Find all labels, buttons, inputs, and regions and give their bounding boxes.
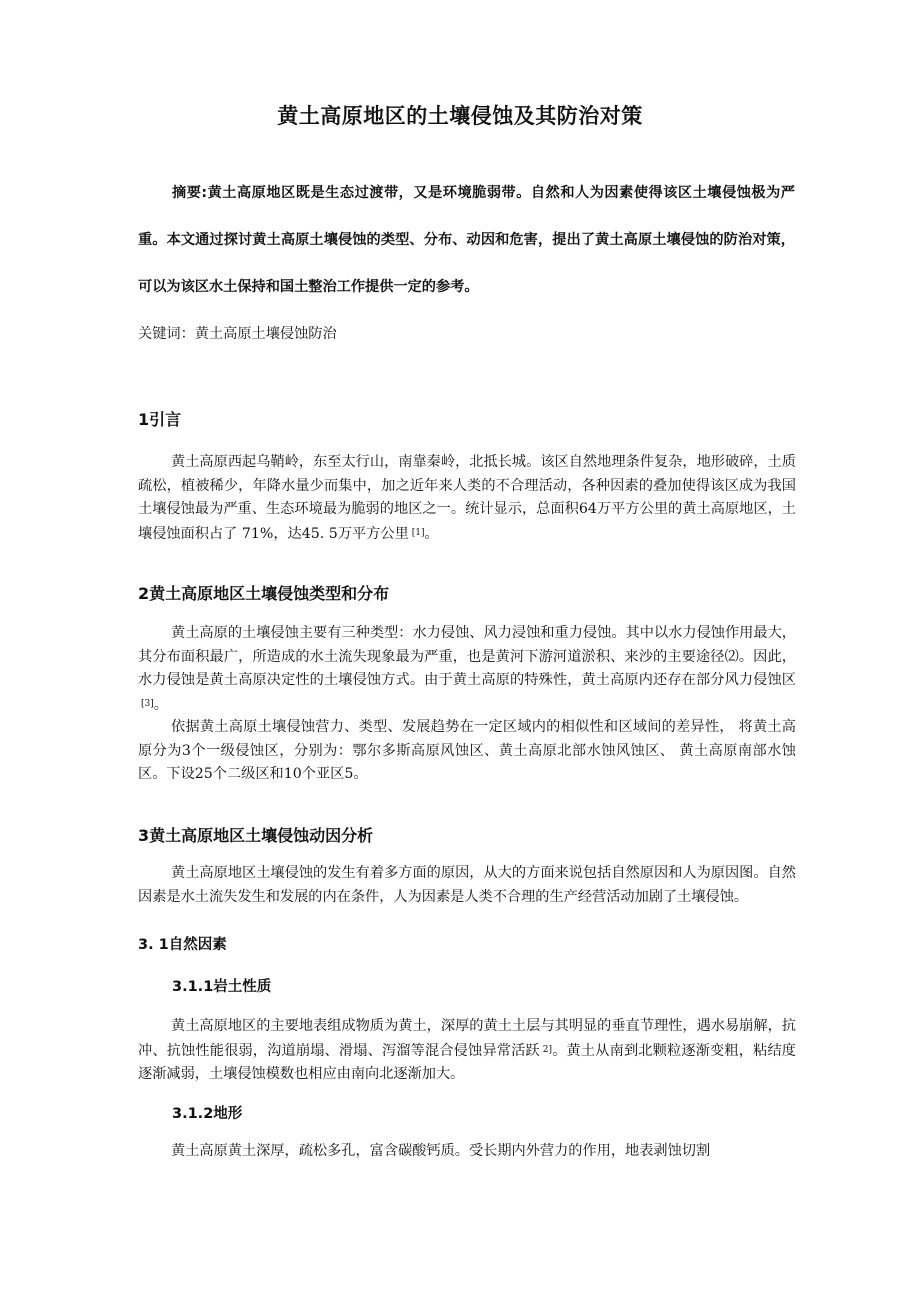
keywords [138,323,795,345]
citation: [1] [411,527,425,538]
paragraph-text: 黄土高原的土壤侵蚀主要有三种类型：水力侵蚀、风力浸蚀和重力侵蚀。其中以水力侵蚀作用最大，其分布面积最广，所造成的水土流失现象最为严重，也是黄河下游河道淤积、来沙的主要途径⑵。因此，水力侵蚀是黄土高原决定性的土壤侵蚀方式。由于黄土高原的特殊性，黄土高原内还存在部分风力侵蚀区 [138,625,796,688]
citation: [3] [141,698,154,709]
subsection-3-1-2-paragraph: 黄土高原黄土深厚，疏松多孔，富含碳酸钙质。受长期内外营力的作用，地表剥蚀切割 [171,1143,711,1159]
section-heading-1: 1引言 [138,410,182,429]
paragraph-end: 。黄土从南到北颗粒逐渐变粗，粘结度逐渐减弱，土壤侵蚀模数也相应由南向北逐渐加大。 [138,1042,796,1082]
abstract [138,170,795,311]
paragraph-text: 黄土高原西起乌鞘岭，东至太行山，南靠秦岭，北抵长城。该区自然地理条件复杂，地形破碎，土质疏松，植被稀少，年降水量少而集中，加之近年来人类的不合理活动，各种因素的叠加使得该区成为我国土壤侵蚀最为严重、生态环境最为脆弱的地区之一。统计显示，总面积64万平方公里的黄土高原地区，土壤侵蚀面积占了 71%，达45. 5万平方公里 [138,454,796,542]
keywords-text: 黄土高原土壤侵蚀防治 [194,326,337,342]
citation: 2] [542,1044,553,1055]
subsection-heading-3-1-2: 3.1.2地形 [172,1106,243,1122]
section-2-paragraph-2: 依据黄土高原土壤侵蚀营力、类型、发展趋势在一定区域内的相似性和区域间的差异性， 将黄土高原分为3个一级侵蚀区，分别为：鄂尔多斯高原风蚀区、黄土高原北部水蚀风蚀区、 黄土高原南部水蚀区。下设25个二级区和10个亚区5。 [138,719,796,782]
subsection-3-1-1-paragraph [138,1015,796,1087]
section-heading-3: 3黄土高原地区土壤侵蚀动因分析 [138,826,374,845]
section-heading-2: 2黄土高原地区土壤侵蚀类型和分布 [138,584,390,603]
subsection-heading-3-1-1: 3.1.1岩土性质 [172,979,272,995]
keywords-label: 关键词： [138,326,195,342]
abstract-text: 黄土高原地区既是生态过渡带，又是环境脆弱带。自然和人为因素使得该区土壤侵蚀极为严重。本文通过探讨黄土高原土壤侵蚀的类型、分布、动因和危害，提出了黄土高原土壤侵蚀的防治对策，可以为该区水土保持和国土整治工作提供一定的参考。 [138,185,795,295]
section-2-paragraph-1 [138,622,796,717]
abstract-label: 摘要: [172,185,208,201]
section-1-paragraph [138,451,796,546]
paragraph-end: 。 [153,696,168,713]
section-3-paragraph-1: 黄土高原地区土壤侵蚀的发生有着多方面的原因，从大的方面来说包括自然原因和人为原因图。自然因素是水土流失发生和发展的内在条件，人为因素是人类不合理的生产经营活动加剧了土壤侵蚀。 [138,865,796,905]
paragraph-end: 。 [424,525,439,542]
page-title: 黄土高原地区的土壤侵蚀及其防治对策 [277,104,643,128]
paragraph-text: 黄土高原地区的主要地表组成物质为黄土，深厚的黄土土层与其明显的垂直节理性，遇水易崩解，抗冲、抗蚀性能很弱，沟道崩塌、滑塌、泻溜等混合侵蚀异常活跃 [138,1018,796,1059]
subsection-heading-3-1: 3. 1自然因素 [138,937,227,953]
